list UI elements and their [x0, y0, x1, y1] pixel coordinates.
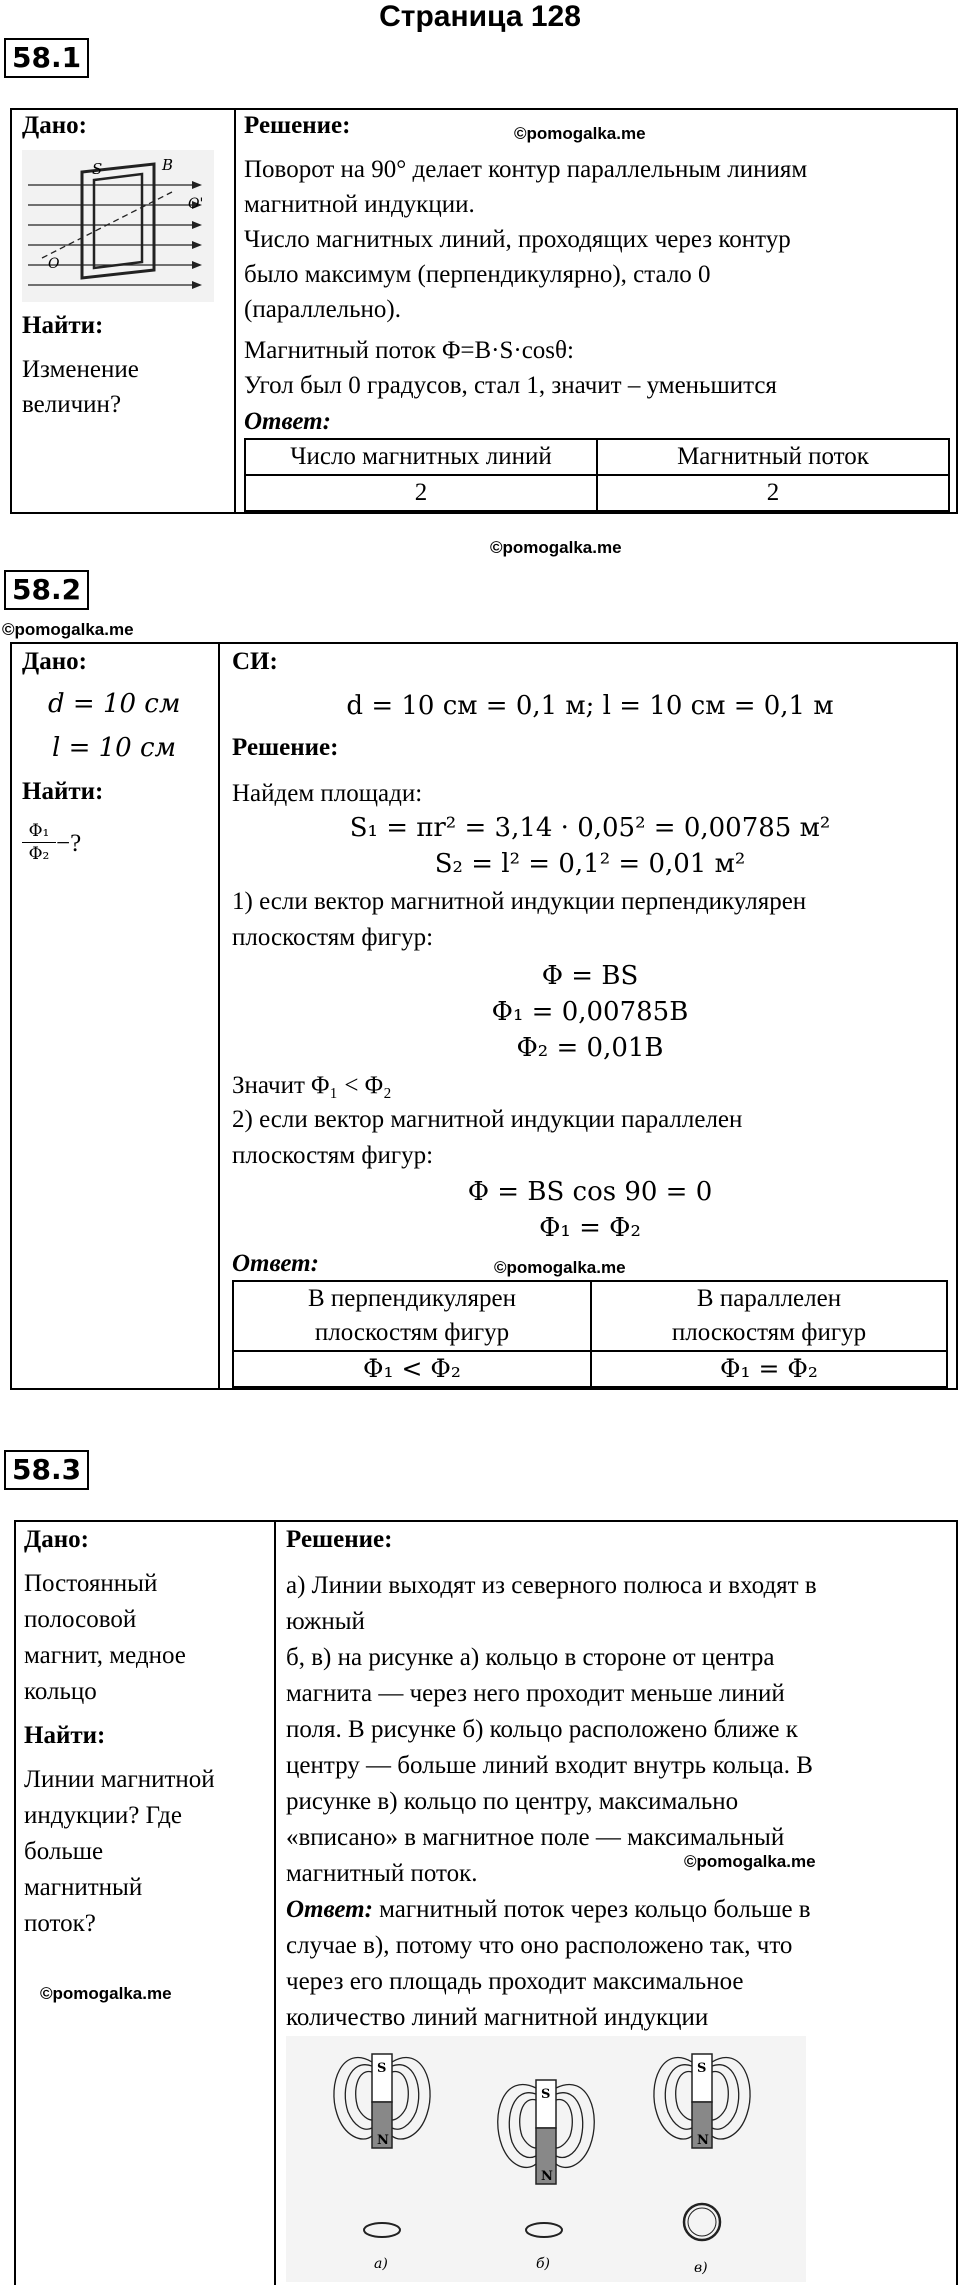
equation: Φ = BS cos 90 = 0 — [467, 1177, 713, 1207]
watermark: ©pomogalka.me — [40, 1984, 172, 2003]
table-cell: 2 — [245, 475, 597, 511]
answer-label: Ответ: — [244, 408, 331, 435]
given-label: Дано: — [22, 648, 87, 675]
pole-s: S — [541, 2087, 551, 2102]
table-cell: 2 — [597, 475, 949, 511]
find-line: больше — [24, 1838, 104, 1865]
answer-label: Ответ: — [286, 1896, 373, 1923]
si-line: d = 10 см = 0,1 м; l = 10 см = 0,1 м — [346, 691, 834, 721]
column-divider — [234, 108, 236, 514]
label-s: S — [92, 160, 103, 178]
solution-line: 2) если вектор магнитной индукции параллелен — [232, 1106, 743, 1133]
solution-label: Решение: — [244, 112, 351, 139]
equation: Φ = BS — [541, 961, 639, 991]
solution-line: плоскостям фигур: — [232, 1142, 434, 1169]
label-b: B — [162, 156, 174, 174]
solution-line: магнитный поток. — [286, 1860, 478, 1887]
equation: Φ₁ = 0,00785B — [491, 997, 689, 1027]
table-header — [591, 1281, 947, 1351]
find-fraction — [22, 820, 56, 865]
answer-label: Ответ: — [232, 1250, 319, 1277]
solution-label: Решение: — [232, 734, 339, 761]
pole-s: S — [377, 2061, 387, 2076]
pole-n: N — [697, 2133, 709, 2148]
equation: S₁ = πr² = 3,14 · 0,05² = 0,00785 м² — [349, 813, 831, 843]
solution-line: Найдем площади: — [232, 780, 423, 807]
watermark: ©pomogalka.me — [2, 620, 134, 639]
label-o: O — [48, 256, 60, 272]
given-line: кольцо — [24, 1678, 97, 1705]
solution-line: а) Линии выходят из северного полюса и входят в — [286, 1572, 817, 1599]
solution-line: рисунке в) кольцо по центру, максимально — [286, 1788, 739, 1815]
watermark: ©pomogalka.me — [494, 1258, 626, 1277]
pole-s: S — [697, 2061, 707, 2076]
table-header-line: плоскостям фигур — [671, 1319, 867, 1346]
solution-line: Значит Φ₁ < Φ₂ — [232, 1072, 392, 1099]
table-header-line: B параллелен — [696, 1285, 842, 1312]
equation: S₂ = l² = 0,1² = 0,01 м² — [434, 849, 746, 879]
find-text-line: Изменение — [22, 356, 139, 383]
equation: Φ₁ = Φ₂ — [539, 1213, 641, 1243]
find-line: поток? — [24, 1910, 96, 1937]
magnets-figure — [286, 2036, 806, 2282]
column-divider — [218, 642, 220, 1390]
problem-number-58-2: 58.2 — [4, 570, 89, 610]
caption-a: а) — [374, 2256, 388, 2272]
solution-line: Поворот на 90° делает контур параллельным линиям — [244, 156, 808, 183]
column-divider — [274, 1520, 276, 2285]
page-title: Страница 128 — [379, 0, 581, 33]
find-text-line: величин? — [22, 391, 122, 418]
table-cell: Φ₁ = Φ₂ — [591, 1351, 947, 1387]
solution-line: южный — [286, 1608, 365, 1635]
solution-line: поля. В рисунке б) кольцо расположено ближе к — [286, 1716, 798, 1743]
table-header: Число магнитных линий — [245, 439, 597, 475]
si-label: СИ: — [232, 648, 278, 675]
fraction-numerator: Φ₁ — [22, 820, 56, 843]
table-header: Магнитный поток — [597, 439, 949, 475]
answer-line: количество линий магнитной индукции — [286, 2004, 709, 2031]
watermark: ©pomogalka.me — [490, 538, 622, 557]
solution-line: (параллельно). — [244, 296, 401, 323]
given-d: d = 10 см — [48, 689, 181, 719]
given-label: Дано: — [24, 1526, 89, 1553]
given-line: полосовой — [24, 1606, 137, 1633]
find-suffix: −? — [56, 830, 82, 857]
find-label: Найти: — [22, 778, 104, 805]
solution-line: «вписано» в магнитное поле — максимальный — [286, 1824, 785, 1851]
answer-line — [286, 1892, 811, 1928]
find-label: Найти: — [22, 312, 104, 339]
caption-b: б) — [536, 2256, 551, 2272]
table-cell: Φ₁ < Φ₂ — [233, 1351, 591, 1387]
solution-line: Магнитный поток Φ=B·S·cosθ: — [244, 337, 574, 364]
given-line: Постоянный — [24, 1570, 158, 1597]
solution-line: было максимум (перпендикулярно), стало 0 — [244, 261, 711, 288]
answer-text: магнитный поток через кольцо больше в — [372, 1896, 811, 1923]
solution-label: Решение: — [286, 1526, 393, 1553]
solution-line: плоскостям фигур: — [232, 924, 434, 951]
answer-line: через его площадь проходит максимальное — [286, 1968, 744, 1995]
solution-line: магнитной индукции. — [244, 191, 475, 218]
given-label: Дано: — [22, 112, 87, 139]
solution-line: Угол был 0 градусов, стал 1, значит – уменьшится — [244, 372, 777, 399]
label-o-prime: O' — [188, 196, 204, 212]
fraction-denominator: Φ₂ — [28, 844, 50, 864]
find-line: магнитный — [24, 1874, 143, 1901]
solution-line: 1) если вектор магнитной индукции перпендикулярен — [232, 888, 807, 915]
frame-in-field-figure — [22, 150, 214, 302]
table-header — [233, 1281, 591, 1351]
problem-number-58-1: 58.1 — [4, 38, 89, 78]
pole-n: N — [377, 2133, 389, 2148]
solution-line: Число магнитных линий, проходящих через контур — [244, 226, 791, 253]
caption-c: в) — [694, 2260, 708, 2276]
problem-number-58-3: 58.3 — [4, 1450, 89, 1490]
pole-n: N — [541, 2169, 553, 2184]
answer-table — [244, 438, 950, 512]
solution-line: центру — больше линий входит внутрь кольца. В — [286, 1752, 813, 1779]
table-header-line: плоскостям фигур — [314, 1319, 510, 1346]
answer-line: случае в), потому что оно расположено так, что — [286, 1932, 793, 1959]
equation: Φ₂ = 0,01B — [516, 1033, 664, 1063]
given-l: l = 10 см — [52, 733, 177, 763]
table-header-line: B перпендикулярен — [308, 1285, 516, 1312]
find-line: индукции? Где — [24, 1802, 182, 1829]
watermark: ©pomogalka.me — [684, 1852, 816, 1871]
watermark: ©pomogalka.me — [514, 124, 646, 143]
solution-line: б, в) на рисунке а) кольцо в стороне от центра — [286, 1644, 775, 1671]
answer-table — [232, 1280, 948, 1388]
given-line: магнит, медное — [24, 1642, 186, 1669]
solution-line: магнита — через него проходит меньше линий — [286, 1680, 785, 1707]
find-label: Найти: — [24, 1722, 106, 1749]
find-line: Линии магнитной — [24, 1766, 215, 1793]
